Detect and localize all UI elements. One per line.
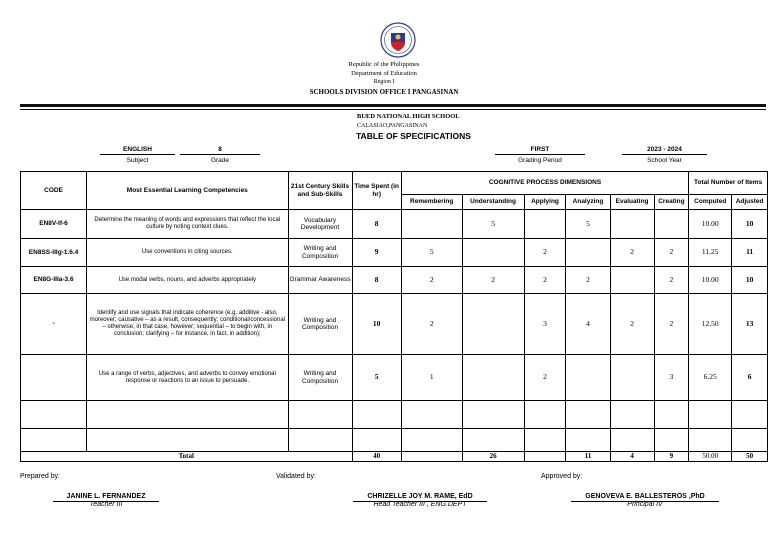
row-adjusted: 11 <box>732 239 768 267</box>
row-remembering: 2 <box>401 267 462 294</box>
row-evaluating <box>610 267 654 294</box>
row-remembering: 1 <box>401 355 462 401</box>
row-code: EN8G-IIIa-3.6 <box>21 267 87 294</box>
total-row <box>21 452 768 462</box>
row-evaluating: 2 <box>610 294 654 355</box>
row-adjusted: 13 <box>732 294 768 355</box>
approved-by-label: Approved by: <box>541 473 583 480</box>
total-analyzing: 11 <box>566 452 610 462</box>
validated-by-label: Validated by: <box>276 473 316 480</box>
row-applying: 2 <box>524 355 566 401</box>
approved-signature-block <box>570 493 720 508</box>
header-time: Time Spent (in hr) <box>352 172 401 210</box>
row-applying: 2 <box>524 267 566 294</box>
row-analyzing: 2 <box>566 267 610 294</box>
header-total-items: Total Number of Items <box>689 172 768 195</box>
row-skill: Writing and Composition <box>288 239 352 267</box>
row-analyzing <box>566 239 610 267</box>
row-time: 8 <box>352 267 401 294</box>
row-remembering: 5 <box>401 239 462 267</box>
row-computed: 12.50 <box>689 294 732 355</box>
table-row <box>21 239 768 267</box>
row-competency: Determine the meaning of words and expressions that reflect the local culture by noting context clues. <box>87 210 288 239</box>
subject-field <box>100 146 175 164</box>
row-understanding: 2 <box>462 267 524 294</box>
row-time: 5 <box>352 355 401 401</box>
total-understanding: 26 <box>462 452 524 462</box>
row-adjusted: 10 <box>732 267 768 294</box>
document-title: TABLE OF SPECIFICATIONS <box>356 131 471 141</box>
region-line: Region I <box>373 79 395 85</box>
row-understanding: 5 <box>462 210 524 239</box>
row-skill: Grammar Awareness <box>288 267 352 294</box>
header-analyzing: Analyzing <box>566 195 610 210</box>
header-rule-thin <box>20 109 766 110</box>
row-competency: Identify and use signals that indicate coherence (e.g. additive - also, moreover; causative – as a result, consequently; conditional/concessional – otherwise, in that case, however; sequential – to begin with, in conclusion; clarifying – for instance, in fact, in addition); <box>87 294 288 355</box>
header-computed: Computed <box>689 195 732 210</box>
row-adjusted: 6 <box>732 355 768 401</box>
grade-field <box>180 146 260 164</box>
total-adjusted: 50 <box>732 452 768 462</box>
row-applying: 3 <box>524 294 566 355</box>
prepared-position: Teacher III <box>89 501 123 508</box>
header-understanding: Understanding <box>462 195 524 210</box>
header-adjusted: Adjusted <box>732 195 768 210</box>
grading-period-caption: Grading Period <box>518 157 562 164</box>
row-competency: Use conventions in citing sources. <box>87 239 288 267</box>
deped-seal-logo <box>380 22 416 58</box>
row-skill: Vocabulary Development <box>288 210 352 239</box>
row-creating: 2 <box>654 294 689 355</box>
header-skills: 21st Century Skills and Sub-Skills <box>288 172 352 210</box>
row-understanding <box>462 239 524 267</box>
total-label: Total <box>21 452 353 462</box>
row-computed: 10.00 <box>689 267 732 294</box>
subject-caption: Subject <box>126 157 149 164</box>
empty-row <box>21 401 768 429</box>
row-code <box>21 355 87 401</box>
row-creating: 2 <box>654 267 689 294</box>
header-mel: Most Essential Learning Competencies <box>87 172 288 210</box>
row-skill: Writing and Composition <box>288 355 352 401</box>
header-rule-thick <box>20 104 766 107</box>
row-evaluating: 2 <box>610 239 654 267</box>
republic-line: Republic of the Philippines <box>348 61 420 68</box>
header-code: CODE <box>21 172 87 210</box>
header-dimensions: COGNITIVE PROCESS DIMENSIONS <box>401 172 688 195</box>
row-analyzing: 4 <box>566 294 610 355</box>
row-competency: Use modal verbs, nouns, and adverbs appropriately <box>87 267 288 294</box>
row-time: 8 <box>352 210 401 239</box>
school-year-caption: School Year <box>647 157 682 164</box>
division-line: SCHOOLS DIVISION OFFICE I PANGASINAN <box>309 88 459 96</box>
empty-row <box>21 429 768 452</box>
row-code: EN8SS-IIIg-1.6.4 <box>21 239 87 267</box>
table-row <box>21 267 768 294</box>
prepared-name: JANINE L. FERNANDEZ <box>53 493 160 502</box>
header-creating: Creating <box>654 195 689 210</box>
school-name: BUED NATIONAL HIGH SCHOOL <box>357 113 460 120</box>
grading-period-field <box>495 146 585 164</box>
grading-period-value: FIRST <box>495 146 585 155</box>
department-line: Department of Education <box>351 70 417 77</box>
total-time: 40 <box>352 452 401 462</box>
header-remembering: Remembering <box>401 195 462 210</box>
row-applying: 2 <box>524 239 566 267</box>
prepared-signature-block <box>36 493 176 508</box>
grade-value: 8 <box>180 146 260 155</box>
row-analyzing: 5 <box>566 210 610 239</box>
row-code: - <box>21 294 87 355</box>
row-analyzing <box>566 355 610 401</box>
prepared-by-label: Prepared by: <box>20 473 61 480</box>
row-computed: 6.25 <box>689 355 732 401</box>
total-evaluating: 4 <box>610 452 654 462</box>
header-applying: Applying <box>524 195 566 210</box>
row-time: 10 <box>352 294 401 355</box>
row-remembering <box>401 210 462 239</box>
row-understanding <box>462 355 524 401</box>
validated-signature-block <box>340 493 500 508</box>
row-applying <box>524 210 566 239</box>
approved-name: GENOVEVA E. BALLESTEROS ,PhD <box>571 493 718 502</box>
total-creating: 9 <box>654 452 689 462</box>
school-address: CALASIAO,PANGASINAN <box>357 123 428 129</box>
row-evaluating <box>610 210 654 239</box>
row-adjusted: 10 <box>732 210 768 239</box>
row-evaluating <box>610 355 654 401</box>
school-year-value: 2023 - 2024 <box>622 146 707 155</box>
table-row <box>21 210 768 239</box>
row-understanding <box>462 294 524 355</box>
row-remembering: 2 <box>401 294 462 355</box>
row-creating <box>654 210 689 239</box>
row-computed: 11.25 <box>689 239 732 267</box>
total-computed: 50.00 <box>689 452 732 462</box>
school-year-field <box>622 146 707 164</box>
row-skill: Writing and Composition <box>288 294 352 355</box>
header-evaluating: Evaluating <box>610 195 654 210</box>
validated-position: Head Teacher III , ENG.DEPT <box>373 501 467 508</box>
row-creating: 3 <box>654 355 689 401</box>
table-row <box>21 355 768 401</box>
tos-table <box>20 171 768 462</box>
approved-position: Principal IV <box>627 501 663 508</box>
grade-caption: Grade <box>210 157 230 164</box>
row-computed: 10.00 <box>689 210 732 239</box>
row-time: 9 <box>352 239 401 267</box>
table-row <box>21 294 768 355</box>
validated-name: CHRIZELLE JOY M. RAME, EdD <box>353 493 486 502</box>
subject-value: ENGLISH <box>100 146 175 155</box>
row-code: EN8V-If-6 <box>21 210 87 239</box>
row-competency: Use a range of verbs, adjectives, and adverbs to convey emotional response or reactions to an issue to persuade. <box>87 355 288 401</box>
row-creating: 2 <box>654 239 689 267</box>
